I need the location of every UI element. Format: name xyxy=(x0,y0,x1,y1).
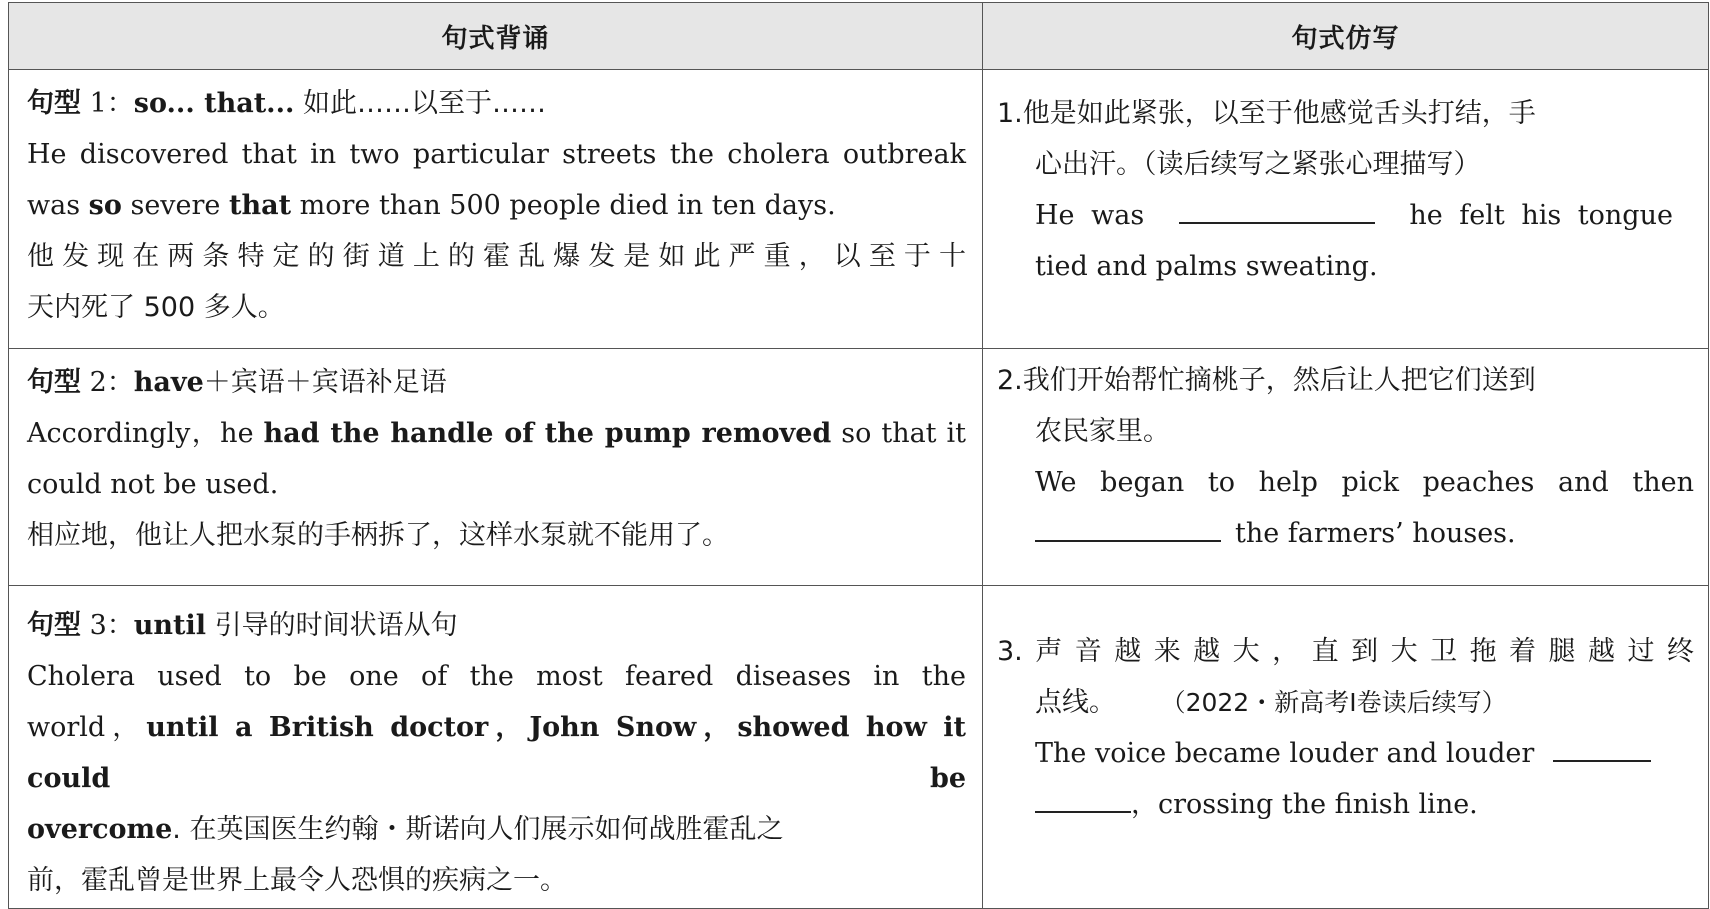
table-row xyxy=(9,349,1709,586)
recite-cell-2 xyxy=(9,349,983,586)
example-en-line: was so severe that more than 500 people died in ten days. xyxy=(27,190,836,221)
exercise-line: He was he felt his tongue xyxy=(997,190,1694,241)
table-row xyxy=(9,70,1709,349)
pattern-heading: 句型 3：until 引导的时间状语从句 xyxy=(27,610,458,641)
answer-blank[interactable] xyxy=(1035,508,1221,542)
example-en-line: Cholera used to be one of the most feared diseases in the xyxy=(27,661,966,692)
translation-line: 相应地，他让人把水泵的手柄拆了，这样水泵就不能用了。 xyxy=(27,520,729,551)
exercise-line: We began to help pick peaches and then xyxy=(1035,467,1694,498)
exercise-line: tied and palms sweating. xyxy=(1035,251,1378,282)
table-header-row xyxy=(9,3,1709,70)
imitate-cell-3 xyxy=(983,586,1709,909)
translation-line: 前，霍乱曾是世界上最令人恐惧的疾病之一。 xyxy=(27,865,567,896)
exercise-prompt: 1.他是如此紧张，以至于他感觉舌头打结，手 xyxy=(997,98,1536,129)
sentence-pattern-table xyxy=(8,2,1709,909)
example-en-line: Accordingly，he had the handle of the pump removed so that it xyxy=(27,418,966,449)
exercise-line: ，crossing the finish line. xyxy=(997,779,1694,830)
recite-cell-3 xyxy=(9,586,983,909)
imitate-cell-1 xyxy=(983,70,1709,349)
exercise-prompt: 心出汗。（读后续写之紧张心理描写） xyxy=(1035,149,1481,180)
exercise-prompt: 2.我们开始帮忙摘桃子，然后让人把它们送到 xyxy=(997,365,1536,396)
recite-cell-1 xyxy=(9,70,983,349)
header-recite: 句式背诵 xyxy=(9,3,983,70)
pattern-heading: 句型 2：have＋宾语＋宾语补足语 xyxy=(27,367,447,398)
answer-blank[interactable] xyxy=(1179,190,1375,224)
pattern-heading: 句型 1：so... that... 如此……以至于…… xyxy=(27,88,546,119)
exercise-line: the farmers’ houses. xyxy=(997,508,1694,559)
translation-line: 天内死了 500 多人。 xyxy=(27,292,285,323)
imitate-cell-2 xyxy=(983,349,1709,586)
example-en-line: world，until a British doctor，John Snow，showed how it could be xyxy=(27,712,966,794)
example-en-line: could not be used. xyxy=(27,469,279,500)
exercise-prompt: 点线。 （2022・新高考Ⅰ卷读后续写） xyxy=(1035,687,1507,718)
exercise-prompt: 农民家里。 xyxy=(1035,416,1170,447)
header-imitate: 句式仿写 xyxy=(983,3,1709,70)
translation-line: 他发现在两条特定的街道上的霍乱爆发是如此严重，以至于十 xyxy=(27,241,966,272)
exercise-line: The voice became louder and louder xyxy=(997,728,1694,779)
answer-blank[interactable] xyxy=(1035,779,1131,813)
table-row xyxy=(9,586,1709,909)
example-mixed-line: overcome. 在英国医生约翰・斯诺向人们展示如何战胜霍乱之 xyxy=(27,814,784,845)
example-en-line: He discovered that in two particular streets the cholera outbreak xyxy=(27,139,966,170)
answer-blank[interactable] xyxy=(1553,728,1651,762)
exercise-prompt: 3.声音越来越大，直到大卫拖着腿越过终 xyxy=(997,636,1694,667)
